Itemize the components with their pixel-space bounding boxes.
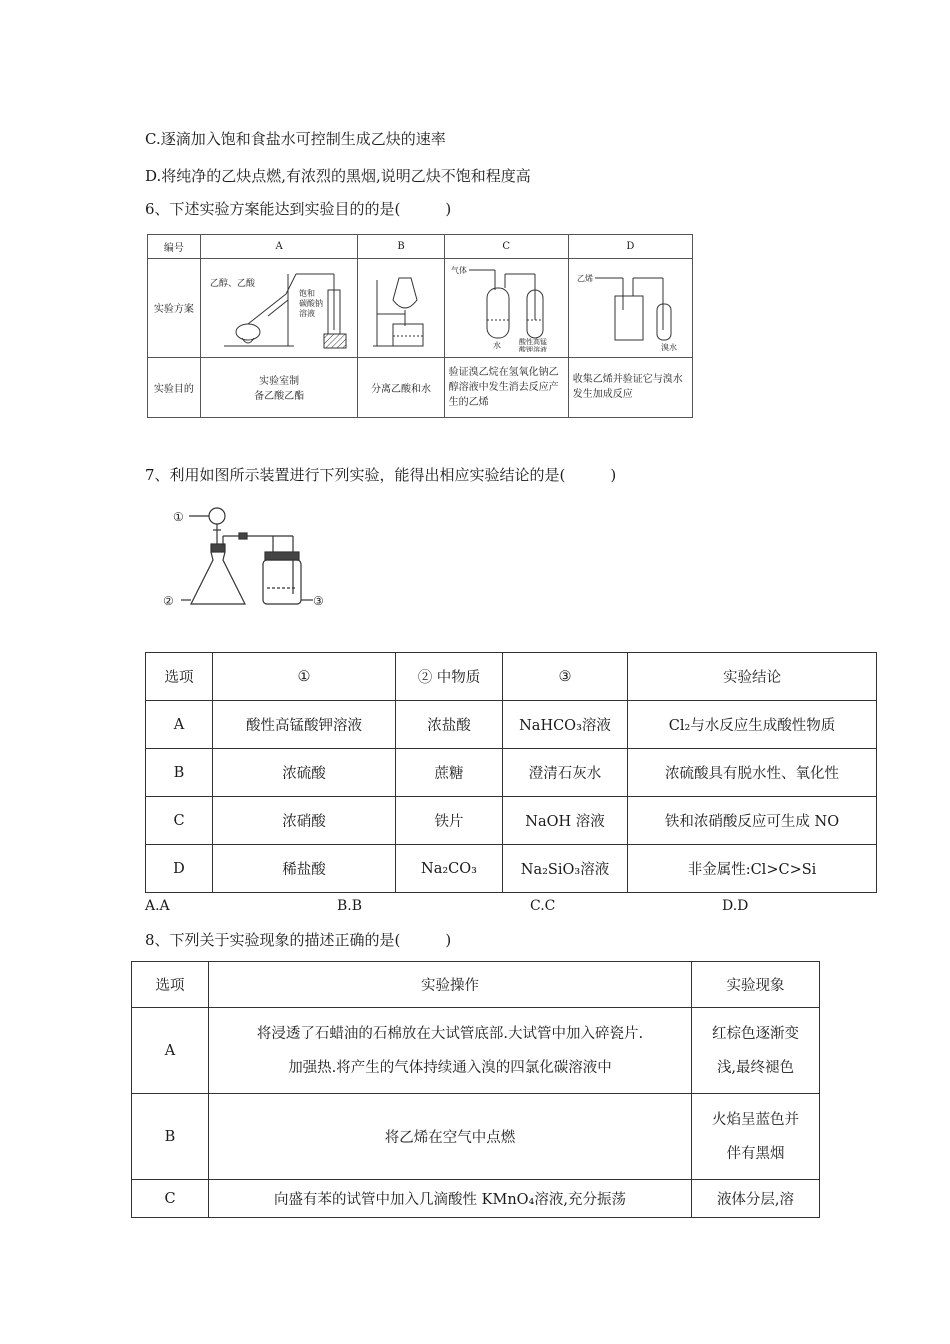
figa-label-2: 碳酸钠 bbox=[299, 299, 324, 309]
q6-figure-a bbox=[200, 259, 358, 358]
q6-header-b: B bbox=[358, 235, 444, 259]
cell: A bbox=[146, 701, 213, 749]
cell: 澄清石灰水 bbox=[503, 749, 628, 797]
cell bbox=[692, 1094, 820, 1180]
figc-label-kmno4-1: 酸性高锰 bbox=[519, 338, 548, 347]
q6-figure-b bbox=[358, 259, 444, 358]
phenomenon-line: 浅,最终褪色 bbox=[716, 1059, 795, 1076]
cell: C bbox=[146, 797, 213, 845]
cell: 酸性高锰酸钾溶液 bbox=[213, 701, 396, 749]
q7-header-1: ① bbox=[213, 653, 396, 701]
table-row bbox=[146, 701, 877, 749]
q7-stem: 7、利用如图所示装置进行下列实验，能得出相应实验结论的是( ) bbox=[145, 466, 617, 484]
figa-label-3: 溶液 bbox=[299, 309, 316, 319]
q7-header-conclusion: 实验结论 bbox=[628, 653, 877, 701]
cell: 液体分层,溶 bbox=[692, 1180, 820, 1218]
separatory-funnel-figure bbox=[361, 260, 441, 352]
cell bbox=[209, 1008, 692, 1094]
table-row bbox=[132, 1180, 820, 1218]
cell: B bbox=[146, 749, 213, 797]
cell: A bbox=[132, 1008, 209, 1094]
phenomenon-line: 火焰呈蓝色并 bbox=[712, 1111, 799, 1128]
table-row bbox=[132, 1008, 820, 1094]
q7-answer-b: B.B bbox=[337, 898, 363, 914]
figc-label-gas: 气体 bbox=[451, 266, 468, 276]
q7-apparatus-figure bbox=[155, 500, 335, 618]
q7-header-3: ③ bbox=[503, 653, 628, 701]
q7-table bbox=[145, 652, 877, 893]
q8-header-option: 选项 bbox=[132, 962, 209, 1008]
gas-test-figure bbox=[447, 260, 565, 352]
figa-label-1: 饱和 bbox=[299, 289, 316, 299]
cell: 蔗糖 bbox=[396, 749, 503, 797]
cell: D bbox=[146, 845, 213, 893]
q7-answer-c: C.C bbox=[530, 898, 556, 914]
cell: 将乙烯在空气中点燃 bbox=[209, 1094, 692, 1180]
fig-label-3: ③ bbox=[313, 594, 324, 608]
q6-purpose-d: 收集乙烯并验证它与溴水发生加成反应 bbox=[568, 357, 692, 417]
q6-header-id: 编号 bbox=[148, 235, 201, 259]
q6-header-d: D bbox=[568, 235, 692, 259]
q6-row-plan-label: 实验方案 bbox=[148, 259, 201, 358]
q6-figure-d bbox=[568, 259, 692, 358]
cell: 铁片 bbox=[396, 797, 503, 845]
q7-answer-d: D.D bbox=[722, 898, 749, 914]
ester-apparatus-figure bbox=[204, 260, 354, 352]
cell: NaHCO₃溶液 bbox=[503, 701, 628, 749]
figc-label-water: 水 bbox=[493, 341, 502, 351]
q8-stem: 8、下列关于实验现象的描述正确的是( ) bbox=[145, 931, 452, 949]
q8-header-operation: 实验操作 bbox=[209, 962, 692, 1008]
q6-purpose-c: 验证溴乙烷在氢氧化钠乙醇溶液中发生消去反应产生的乙烯 bbox=[444, 357, 568, 417]
table-row bbox=[146, 845, 877, 893]
phenomenon-line: 红棕色逐渐变 bbox=[712, 1025, 799, 1042]
q6-header-a: A bbox=[200, 235, 358, 259]
figa-label-reagents: 乙醇、乙酸 bbox=[210, 279, 256, 290]
q6-row-purpose-label: 实验目的 bbox=[148, 357, 201, 417]
cell: Na₂CO₃ bbox=[396, 845, 503, 893]
cell: 浓硝酸 bbox=[213, 797, 396, 845]
ethene-collect-figure bbox=[571, 260, 689, 352]
q5-option-d: D.将纯净的乙炔点燃,有浓烈的黑烟,说明乙炔不饱和程度高 bbox=[145, 167, 531, 185]
q6-header-c: C bbox=[444, 235, 568, 259]
cell: B bbox=[132, 1094, 209, 1180]
table-row bbox=[146, 749, 877, 797]
q6-figure-c bbox=[444, 259, 568, 358]
figc-label-kmno4-2: 酸钾溶液 bbox=[519, 346, 548, 353]
fig-label-2: ② bbox=[163, 594, 174, 608]
table-row bbox=[132, 1094, 820, 1180]
cell: Na₂SiO₃溶液 bbox=[503, 845, 628, 893]
q6-stem: 6、下述实验方案能达到实验目的的是( ) bbox=[145, 200, 452, 218]
cell bbox=[692, 1008, 820, 1094]
q6-purpose-a: 实验室制 备乙酸乙酯 bbox=[200, 357, 358, 417]
cell: 浓硫酸具有脱水性、氧化性 bbox=[628, 749, 877, 797]
q7-header-option: 选项 bbox=[146, 653, 213, 701]
figd-label-bromine: 溴水 bbox=[661, 343, 678, 353]
table-row bbox=[146, 797, 877, 845]
cell: C bbox=[132, 1180, 209, 1218]
cell: 稀盐酸 bbox=[213, 845, 396, 893]
cell: Cl₂与水反应生成酸性物质 bbox=[628, 701, 877, 749]
cell: 非金属性:Cl>C>Si bbox=[628, 845, 877, 893]
q5-option-c: C.逐滴加入饱和食盐水可控制生成乙炔的速率 bbox=[145, 130, 446, 148]
phenomenon-line: 伴有黑烟 bbox=[726, 1145, 785, 1162]
q7-header-2: ② 中物质 bbox=[396, 653, 503, 701]
cell: 向盛有苯的试管中加入几滴酸性 KMnO₄溶液,充分振荡 bbox=[209, 1180, 692, 1218]
q8-header-phenomenon: 实验现象 bbox=[692, 962, 820, 1008]
operation-line: 将浸透了石蜡油的石棉放在大试管底部.大试管中加入碎瓷片. bbox=[256, 1025, 644, 1042]
cell: 铁和浓硝酸反应可生成 NO bbox=[628, 797, 877, 845]
cell: 浓盐酸 bbox=[396, 701, 503, 749]
q6-table bbox=[147, 234, 693, 418]
q7-answer-a: A.A bbox=[145, 898, 170, 914]
fig-label-1: ① bbox=[173, 510, 184, 524]
operation-line: 加强热.将产生的气体持续通入溴的四氯化碳溶液中 bbox=[288, 1059, 612, 1076]
cell: 浓硫酸 bbox=[213, 749, 396, 797]
q6-purpose-b: 分离乙酸和水 bbox=[358, 357, 444, 417]
q8-table bbox=[131, 961, 820, 1218]
cell: NaOH 溶液 bbox=[503, 797, 628, 845]
figd-label-ethene: 乙烯 bbox=[577, 274, 594, 284]
